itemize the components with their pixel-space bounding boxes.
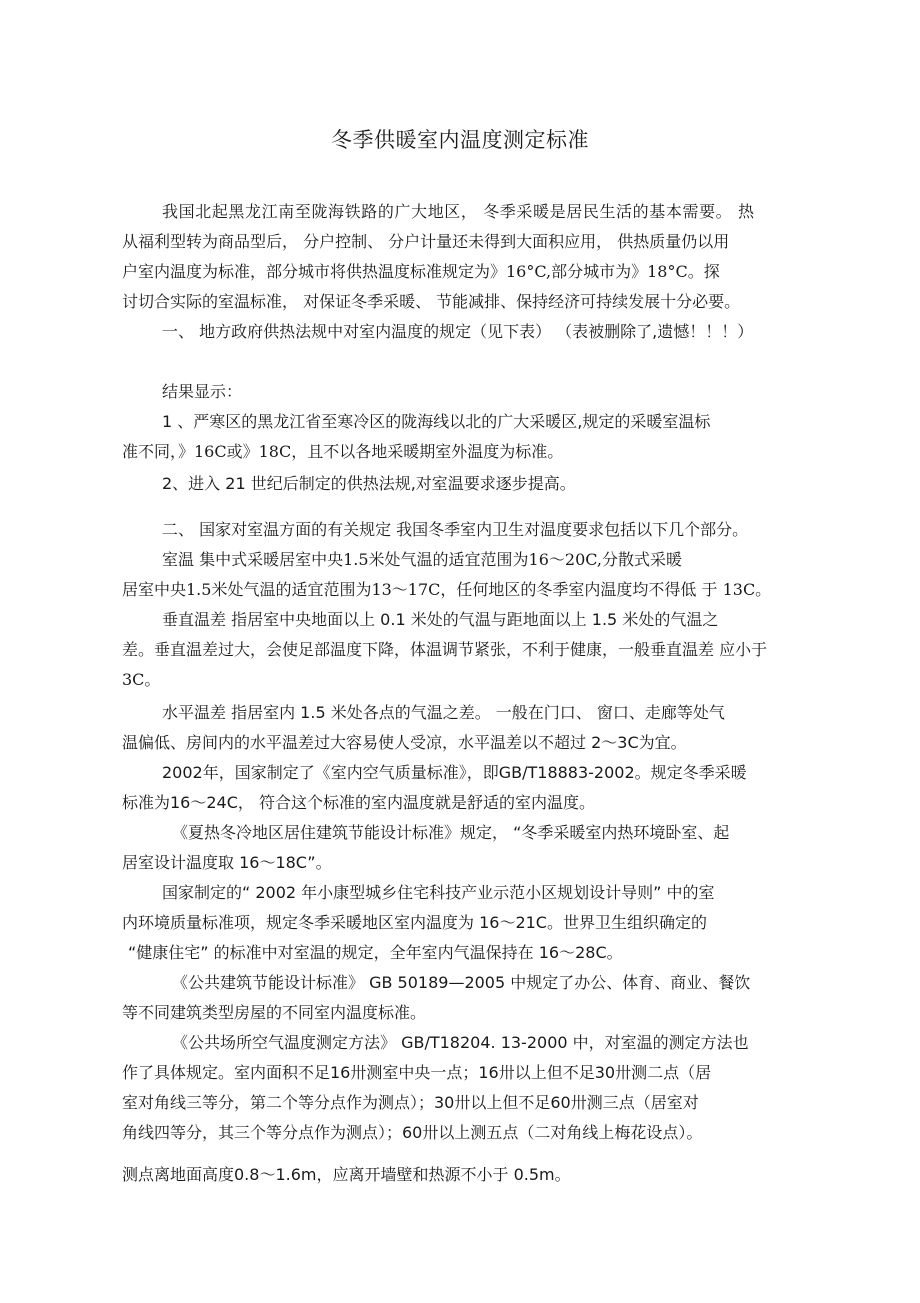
list-item: 1 、严寒区的黑龙江省至寒冷区的陇海线以北的广大采暖区,规定的采暖室温标: [162, 412, 711, 431]
section-heading: 一、 地方政府供热法规中对室内温度的规定（见下表） （表被删除了,遗憾！！！）: [162, 322, 754, 341]
list-item: 2、进入 21 世纪后制定的供热法规,对室温要求逐步提高。: [162, 474, 576, 493]
section-heading: 二、 国家对室温方面的有关规定 我国冬季室内卫生对温度要求包括以下几个部分。: [162, 520, 749, 539]
paragraph-line: 结果显示：: [162, 382, 243, 401]
paragraph-line: 角线四等分，其三个等分点作为测点）；60卅以上测五点（二对角线上梅花设点）。: [122, 1123, 703, 1142]
paragraph-line: 测点离地面高度0.8～1.6m，应离开墙壁和热源不小于 0.5m。: [122, 1165, 571, 1184]
paragraph-line: 讨切合实际的室温标准， 对保证冬季采暖、 节能减排、保持经济可持续发展十分必要。: [122, 292, 741, 311]
paragraph-line: 从福利型转为商品型后， 分户控制、 分户计量还未得到大面积应用， 供热质量仍以用: [122, 232, 730, 251]
paragraph-line: 作了具体规定。室内面积不足16卅测室中央一点；16卅以上但不足30卅测二点（居: [122, 1063, 712, 1082]
paragraph-line: 居室中央1.5米处气温的适宜范围为13～17C，任何地区的冬季室内温度均不得低 于 13C。: [122, 580, 772, 599]
paragraph-line: 等不同建筑类型房屋的不同室内温度标准。: [122, 1003, 427, 1022]
paragraph-line: 温偏低、房间内的水平温差过大容易使人受凉，水平温差以不超过 2～3C为宜。: [122, 733, 687, 752]
paragraph-line: 室温 集中式采暖居室中央1.5米处气温的适宜范围为16～20C,分散式采暖: [162, 550, 683, 569]
paragraph-line: 居室设计温度取 16～18C”。: [122, 853, 332, 872]
paragraph-line: 我国北起黑龙江南至陇海铁路的广大地区， 冬季采暖是居民生活的基本需要。 热: [162, 202, 754, 221]
paragraph-line: 垂直温差 指居室中央地面以上 0.1 米处的气温与距地面以上 1.5 米处的气温之: [162, 610, 719, 629]
paragraph-line: 2002年，国家制定了《室内空气质量标准》，即GB/T18883-2002。规定冬季采暖: [162, 763, 747, 782]
paragraph-line: 《公共场所空气温度测定方法》 GB/T18204. 13-2000 中，对室温的测定方法也: [172, 1033, 749, 1052]
paragraph-line: 准不同，》16C或》18C，且不以各地采暖期室外温度为标准。: [122, 442, 564, 461]
paragraph-line: 标准为16～24C， 符合这个标准的室内温度就是舒适的室内温度。: [122, 793, 595, 812]
paragraph-line: 《夏热冬冷地区居住建筑节能设计标准》规定， “冬季采暖室内热环境卧室、起: [172, 823, 730, 842]
paragraph-line: 内环境质量标准项，规定冬季采暖地区室内温度为 16～21C。世界卫生组织确定的: [122, 913, 707, 932]
paragraph-line: 差。垂直温差过大，会使足部温度下降，体温调节紧张，不利于健康，一般垂直温差 应小于: [122, 640, 768, 659]
paragraph-line: “健康住宅” 的标准中对室温的规定，全年室内气温保持在 16～28C。: [128, 943, 623, 962]
paragraph-line: 《公共建筑节能设计标准》 GB 50189—2005 中规定了办公、体育、商业、餐饮: [172, 973, 751, 992]
page-title: 冬季供暖室内温度测定标准: [331, 128, 589, 152]
paragraph-line: 水平温差 指居室内 1.5 米处各点的气温之差。 一般在门口、 窗口、走廊等处气: [162, 703, 725, 722]
paragraph-line: 3C。: [122, 670, 161, 689]
paragraph-line: 户室内温度为标准，部分城市将供热温度标准规定为》16°C,部分城市为》18°C。探: [122, 262, 720, 281]
paragraph-line: 室对角线三等分，第二个等分点作为测点）；30卅以上但不足60卅测三点（居室对: [122, 1093, 699, 1112]
paragraph-line: 国家制定的“ 2002 年小康型城乡住宅科技产业示范小区规划设计导则” 中的室: [162, 883, 715, 902]
